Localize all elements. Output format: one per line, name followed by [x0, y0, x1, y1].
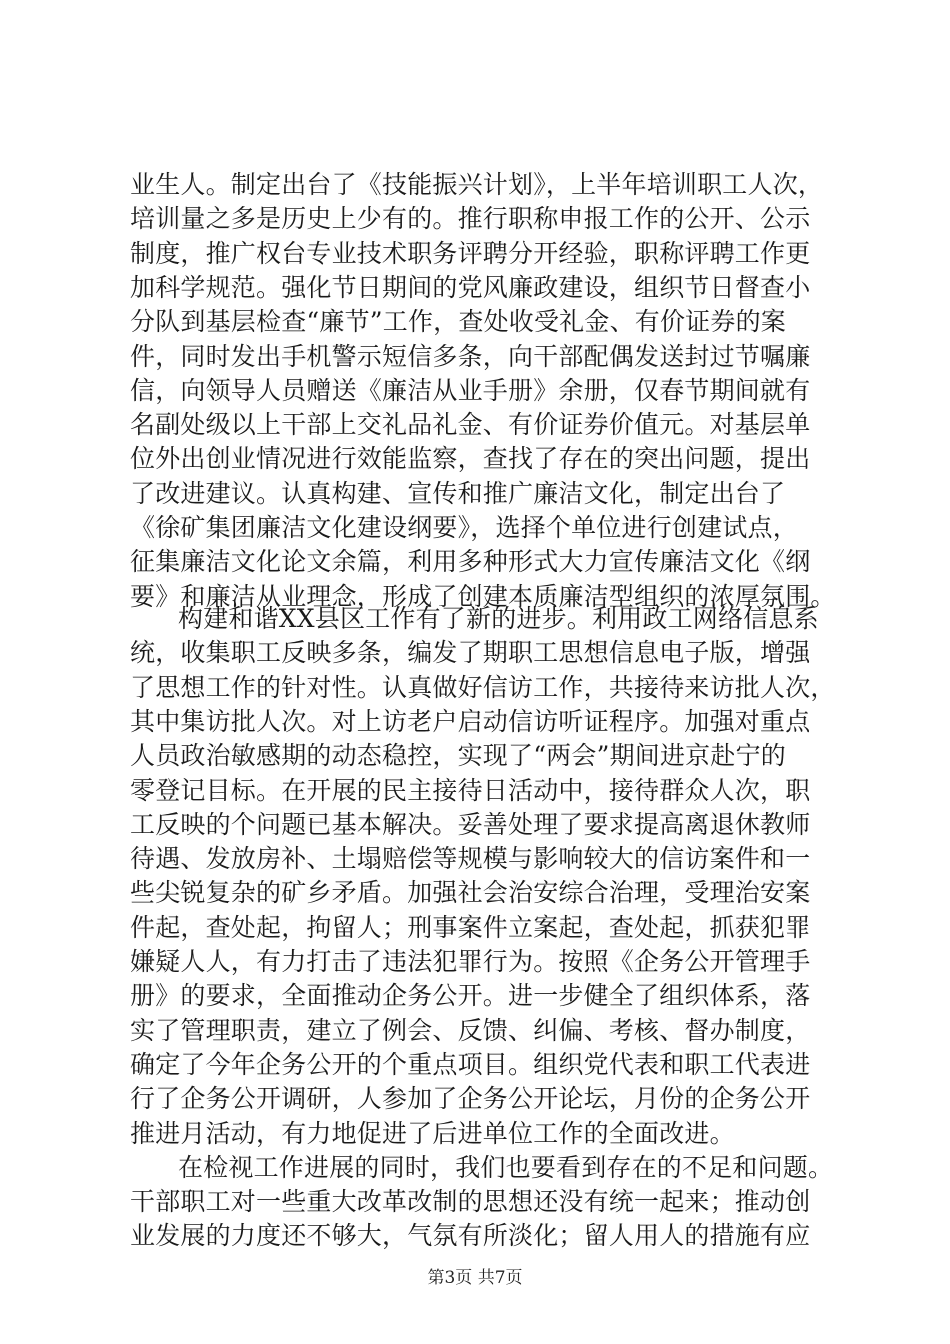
text-line: 分队到基层检查“廉节”工作，查处收受礼金、有价证券的案: [130, 307, 786, 337]
text-line: 推进月活动，有力地促进了后进单位工作的全面改进。: [130, 1118, 735, 1148]
text-line: 些尖锐复杂的矿乡矛盾。加强社会治安综合治理，受理治安案: [130, 878, 811, 908]
text-line: 统，收集职工反映多条，编发了期职工思想信息电子版，增强: [130, 638, 811, 668]
text-line: 信，向领导人员赠送《廉洁从业手册》余册，仅春节期间就有: [130, 375, 811, 405]
text-line: 零登记目标。在开展的民主接待日活动中，接待群众人次，职: [130, 775, 811, 805]
text-line: 件，同时发出手机警示短信多条，向干部配偶发送封过节嘱廉: [130, 341, 811, 371]
text-line: 行了企务公开调研，人参加了企务公开论坛，月份的企务公开: [130, 1084, 811, 1114]
text-line: 要》和廉洁从业理念，形成了创建本质廉洁型组织的浓厚氛围。: [130, 581, 836, 611]
text-line: 业发展的力度还不够大，气氛有所淡化；留人用人的措施有应: [130, 1221, 811, 1251]
text-line: 《徐矿集团廉洁文化建设纲要》，选择个单位进行创建试点，: [130, 513, 798, 542]
page-footer: 第3页 共7页: [427, 1268, 523, 1289]
text-line: 其中集访批人次。对上访老户启动信访听证程序。加强对重点: [130, 706, 811, 736]
text-line: 位外出创业情况进行效能监察，查找了存在的突出问题，提出: [130, 444, 811, 474]
text-line: 待遇、发放房补、土塌赔偿等规模与影响较大的信访案件和一: [130, 844, 811, 874]
text-line: 实了管理职责，建立了例会、反馈、纠偏、考核、督办制度，: [130, 1015, 811, 1045]
text-line: 干部职工对一些重大改革改制的思想还没有统一起来；推动创: [130, 1187, 811, 1217]
text-line: 业生人。制定出台了《技能振兴计划》，上半年培训职工人次，: [130, 170, 824, 199]
text-line: 名副处级以上干部上交礼品礼金、有价证券价值元。对基层单: [130, 410, 811, 440]
text-line: 册》的要求，全面推动企务公开。进一步健全了组织体系，落: [130, 981, 811, 1011]
text-line: 加科学规范。强化节日期间的党风廉政建设，组织节日督查小: [130, 272, 811, 302]
text-line: 了思想工作的针对性。认真做好信访工作，共接待来访批人次，: [130, 672, 836, 702]
text-line: 在检视工作进展的同时，我们也要看到存在的不足和问题。: [178, 1152, 834, 1182]
text-line: 了改进建议。认真构建、宣传和推广廉洁文化，制定出台了: [130, 478, 786, 508]
text-line: 人员政治敏感期的动态稳控，实现了“两会”期间进京赴宁的: [130, 741, 786, 771]
text-line: 培训量之多是历史上少有的。推行职称申报工作的公开、公示: [130, 204, 811, 234]
text-line: 确定了今年企务公开的个重点项目。组织党代表和职工代表进: [130, 1049, 811, 1079]
text-line: 征集廉洁文化论文余篇，利用多种形式大力宣传廉洁文化《纲: [130, 547, 811, 577]
text-line: 工反映的个问题已基本解决。妥善处理了要求提高离退休教师: [130, 809, 811, 839]
text-line: 制度，推广权台专业技术职务评聘分开经验，职称评聘工作更: [130, 238, 811, 268]
text-line: 构建和谐XX县区工作有了新的进步。利用政工网络信息系: [178, 604, 819, 633]
text-line: 件起，查处起，拘留人；刑事案件立案起，查处起，抓获犯罪: [130, 912, 811, 942]
text-line: 嫌疑人人，有力打击了违法犯罪行为。按照《企务公开管理手: [130, 947, 811, 976]
